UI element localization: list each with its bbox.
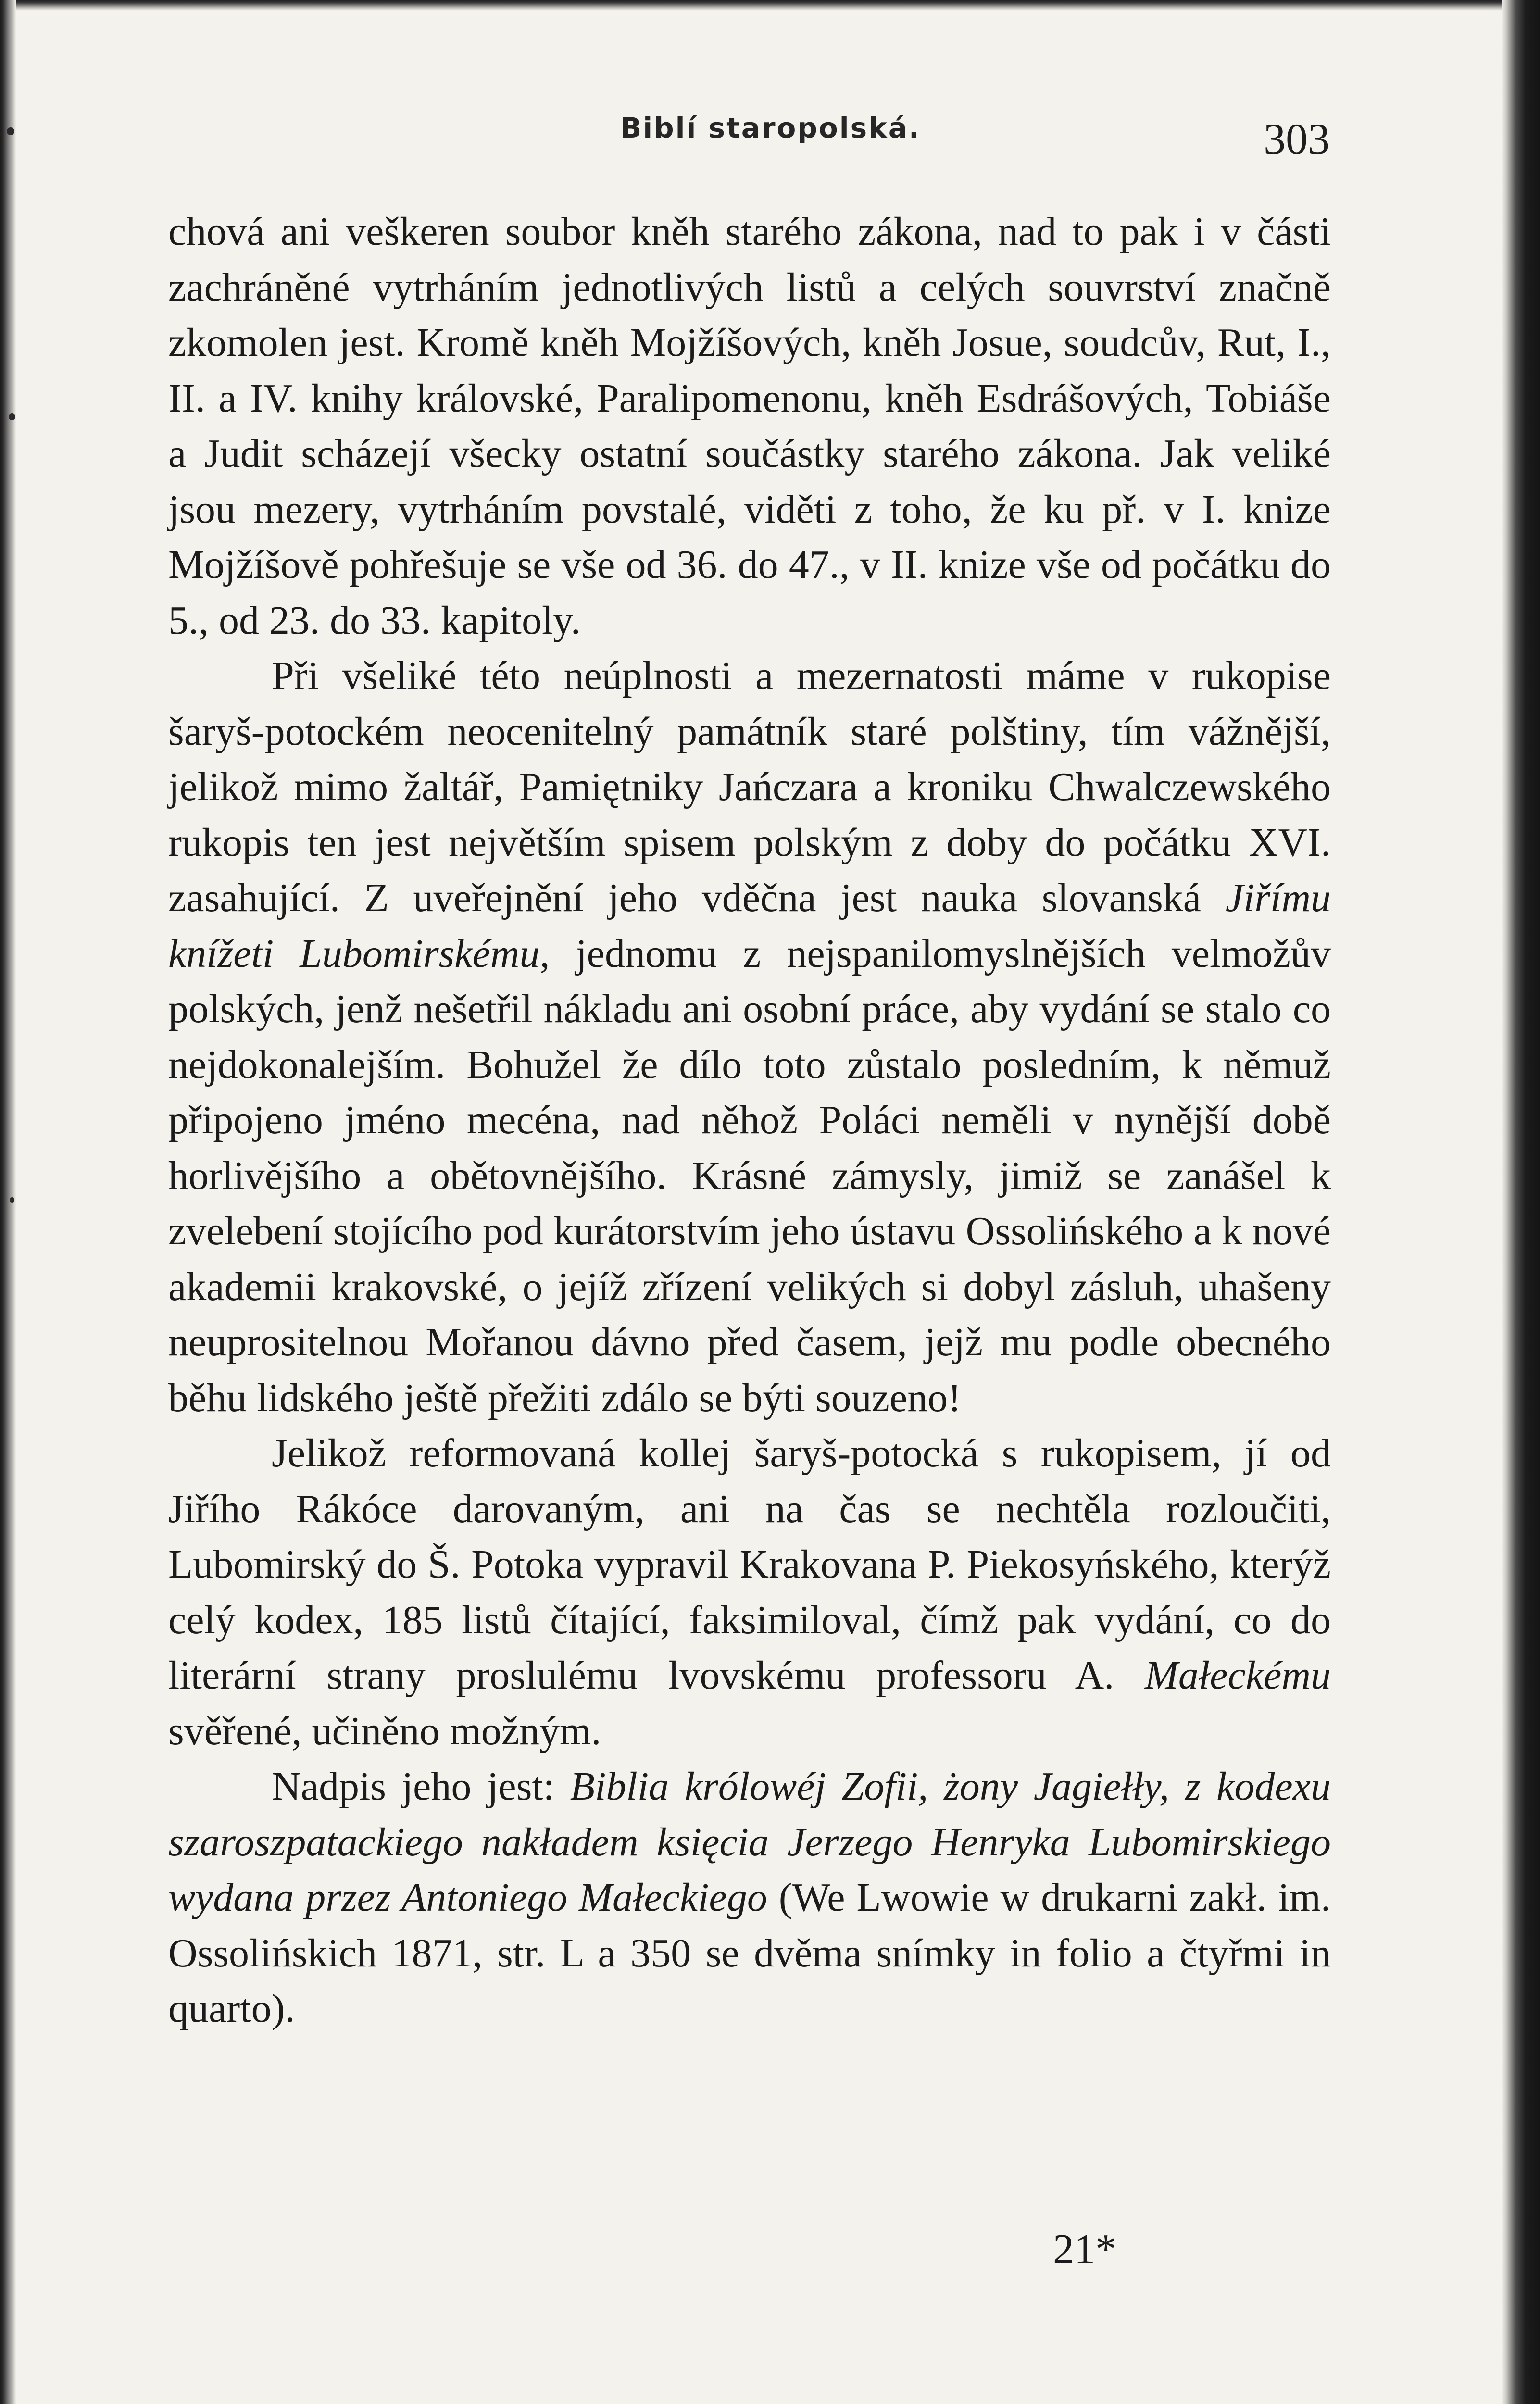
text-run: Při všeliké této neúplnosti a mezernatosti máme v rukopise šaryš-potockém neocenitelný památník staré polštiny, tím vážnější, jelikož mimo žaltář, Pamiętniky Jańczara a kroniku Chwalczewského rukopis ten jest největším spisem polským z doby do počátku XVI. zasahující. Z uveřejnění jeho vděčna jest nauka slovanská bbox=[168, 653, 1331, 920]
scan-speck bbox=[7, 127, 14, 135]
scan-left-edge bbox=[0, 0, 16, 2404]
body-text bbox=[168, 204, 1331, 2037]
paragraph-4 bbox=[168, 1759, 1331, 2037]
running-header: Biblí staropolská. bbox=[620, 112, 921, 144]
text-run: svěřené, učiněno možným. bbox=[168, 1708, 601, 1753]
text-run: Jelikož reformovaná kollej šaryš-potocká s rukopisem, jí od Jiřího Rákóce darovaným, ani na čas se nechtěla rozloučiti, Lubomirský do Š. Potoka vypravil Krakovana P. Piekosyńského, kterýž celý kodex, 185 listů čítající, faksimiloval, čímž pak vydání, co do literární strany proslulému lvovskému professoru A. bbox=[168, 1431, 1331, 1698]
scan-speck bbox=[9, 413, 15, 420]
scan-right-edge bbox=[1502, 0, 1540, 2404]
italic-title-run: Jiřímu knížeti Lubomirskému bbox=[168, 876, 1331, 976]
paragraph-1 bbox=[168, 204, 1331, 648]
text-run: chová ani veškeren soubor kněh starého zákona, nad to pak i v části zachráněné vytrháním jednotlivých listů a celých souvrství značně zkomolen jest. Kromě kněh Mojžíšových, kněh Josue, soudcův, Rut, I., II. a IV. knihy královské, Paralipomenonu, kněh Esdrášových, Tobiáše a Judit scházejí všecky ostatní součástky starého zákona. Jak veliké jsou mezery, vytrháním povstalé, viděti z toho, že ku př. v I. knize Mojžíšově pohřešuje se vše od 36. do 47., v II. knize vše od počátku do 5., od 23. do 33. kapitoly. bbox=[168, 209, 1331, 643]
text-run: Nadpis jeho jest: bbox=[272, 1764, 570, 1809]
italic-title-run: Małeckému bbox=[1144, 1653, 1331, 1698]
paragraph-2 bbox=[168, 648, 1331, 1426]
text-run: (We Lwowie w drukarni zakł. im. Ossolińskich 1871, str. L a 350 se dvěma snímky in folio a čtyřmi in quarto). bbox=[168, 1875, 1331, 2031]
signature-mark: 21* bbox=[1053, 2226, 1116, 2273]
text-run: , jednomu z nejspanilomyslnějších velmožův polských, jenž nešetřil nákladu ani osobní práce, aby vydání se stalo co nejdokonalejším. Bohužel že dílo toto zůstalo posledním, k němuž připojeno jméno mecéna, nad něhož Poláci neměli v nynější době horlivějšího a obětovnějšího. Krásné zámysly, jimiž se zanášel k zvelebení stojícího pod kurátorstvím jeho ústavu Ossolińského a k nové akademii krakovské, o jejíž zřízení velikých si dobyl zásluh, uhašeny neuprositelnou Mořanou dávno před časem, jejž mu podle obecného běhu lidského ještě přežiti zdálo se býti souzeno! bbox=[168, 931, 1331, 1420]
italic-title-run: Biblia królowéj Zofii, żony Jagiełły, z kodexu szaroszpatackiego nakładem księcia Jerzego Henryka Lubomirskiego wydana przez Antoniego Małeckiego bbox=[168, 1764, 1331, 1920]
page-number: 303 bbox=[1264, 114, 1330, 163]
scan-top-edge bbox=[0, 0, 1540, 11]
paragraph-3 bbox=[168, 1426, 1331, 1759]
scan-speck bbox=[10, 1197, 14, 1203]
